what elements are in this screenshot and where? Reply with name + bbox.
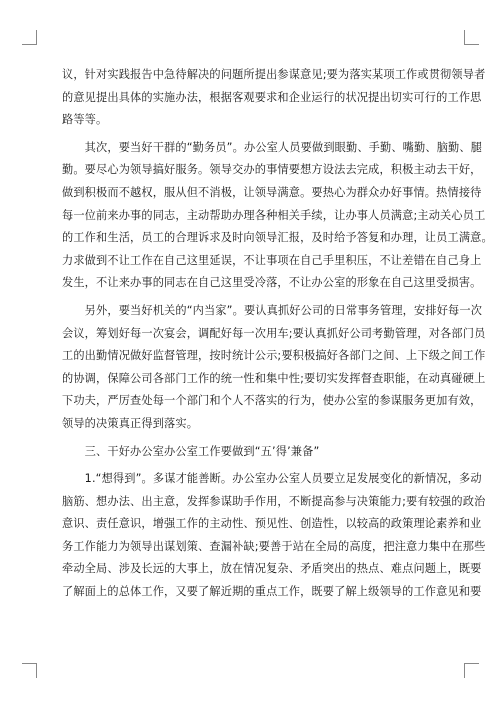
text-line: 力求做到不让工作在自己这里延误，不让事项在自己手里积压，不让差错在自己身上 (62, 253, 482, 267)
text-line: 工的出勤情况做好监督管理，按时统计公示;要积极搞好各部门之间、上下级之间工作 (62, 349, 486, 363)
paragraph (62, 468, 486, 604)
text-line: 其次，要当好干群的“勤务员”。办公室人员要做到眼勤、手勤、嘴勤、脑勤、腿 (62, 140, 483, 154)
paragraph (62, 64, 486, 132)
crop-mark-bottom-right (464, 663, 479, 678)
paragraph (62, 441, 440, 464)
text-line: 做到积极而不越权，服从但不消极，让领导满意。要热心为群众办好事情。热情接待 (62, 185, 482, 199)
text-line: 会议，筹划好每一次宴会，调配好每一次用车;要认真抓好公司考勤管理，对各部门员 (62, 326, 486, 340)
crop-mark-top-right (464, 30, 479, 45)
paragraph (62, 137, 493, 295)
crop-mark-top-left (22, 30, 37, 45)
text-line: 另外，要当好机关的“内当家”。要认真抓好公司的日常事务管理，安排好每一次 (62, 303, 483, 317)
paragraph (62, 300, 486, 436)
text-line: 务工作能力为领导出谋划策、查漏补缺;要善于站在全局的高度，把注意力集中在那些 (62, 539, 486, 553)
text-line: 1.“想得到”。多谋才能善断。办公室办公室人员要立足发展变化的新情况，多动 (62, 472, 482, 486)
text-line: 了解面上的总体工作，又要了解近期的重点工作，既要了解上级领导的工作意见和要 (62, 585, 482, 599)
text-line: 的意见提出具体的实施办法，根据客观要求和企业运行的状况提出切实可行的工作思 (62, 90, 482, 104)
text-line: 每一位前来办事的同志，主动帮助办理各种相关手续，让办事人员满意;主动关心员工 (62, 208, 486, 222)
text-line: 牵动全局、涉及长远的大事上，放在情况复杂、矛盾突出的热点、难点问题上，既要 (62, 562, 482, 576)
text-line: 脑筋、想办法、出主意，发挥参谋助手作用，不断提高参与决策能力;要有较强的政治 (62, 494, 486, 508)
text-line: 路等等。 (62, 113, 108, 127)
text-line: 的协调，保障公司各部门工作的统一性和集中性;要切实发挥督查职能，在动真碰硬上 (62, 371, 486, 385)
text-line: 领导的决策真正得到落实。 (62, 416, 199, 430)
text-line: 下功夫，严厉查处每一个部门和个人不落实的行为，使办公室的参谋服务更加有效， (62, 394, 482, 408)
text-line: 议，针对实践报告中急待解决的问题所提出参谋意见;要为落实某项工作或贯彻领导者 (62, 68, 486, 81)
text-line: 发生，不让来办事的同志在自己这里受冷落，不让办公室的形象在自己这里受损害。 (62, 276, 482, 290)
text-line: 三、干好办公室办公室工作要做到“五’得’兼备” (62, 444, 320, 458)
document-body (62, 64, 493, 604)
text-line: 的工作和生活，员工的合理诉求及时向领导汇报，及时给予答复和办理，让员工满意。 (62, 231, 493, 245)
crop-mark-bottom-left (22, 663, 37, 678)
text-line: 勤。要尽心为领导搞好服务。领导交办的事情要想方设法去完成，积极主动去干好， (62, 163, 482, 177)
text-line: 意识、责任意识，增强工作的主动性、预见性、创造性，以较高的政策理论素养和业 (62, 517, 482, 531)
